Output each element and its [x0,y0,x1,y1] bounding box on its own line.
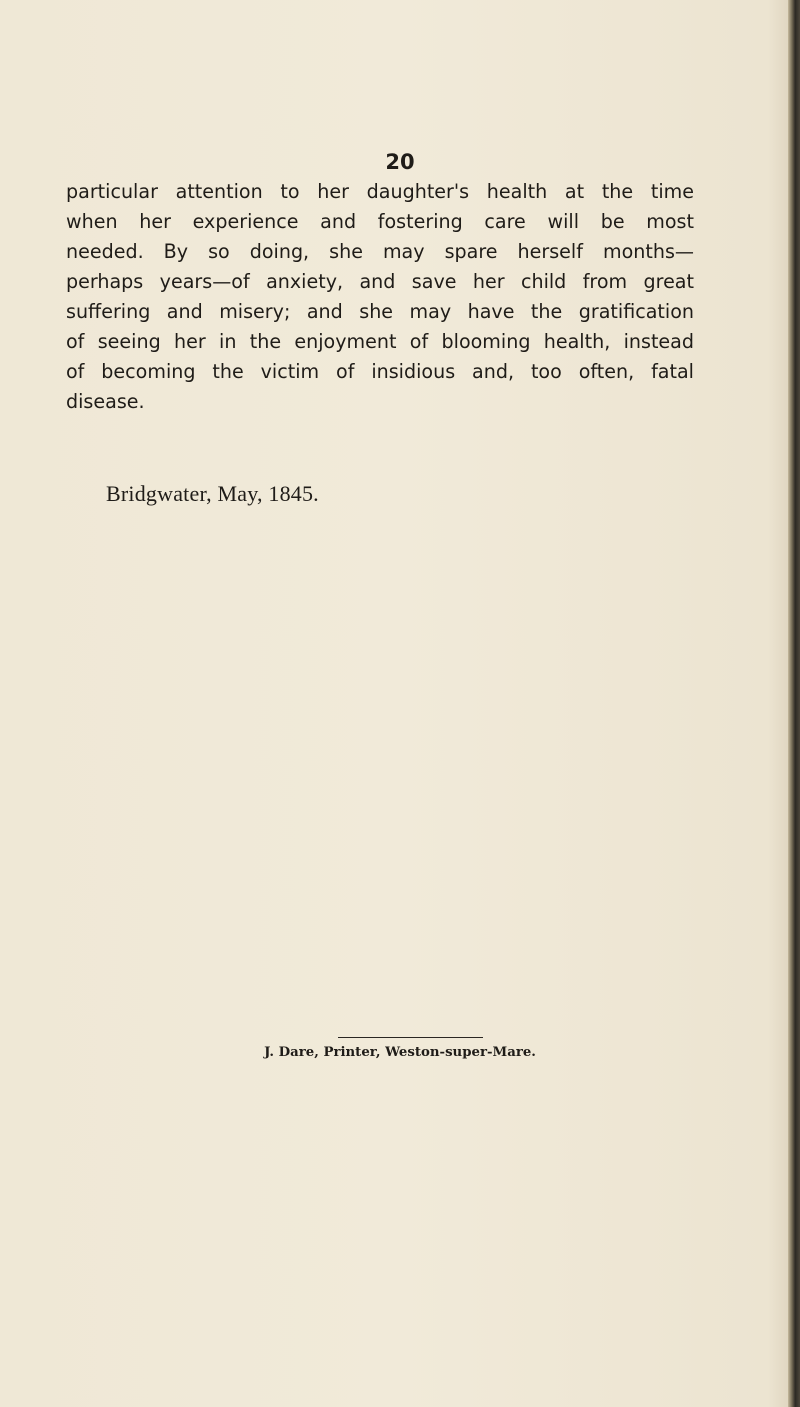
text-line: when her experience and fostering care will be most [66,210,694,233]
text-line: of seeing her in the enjoyment of blooming health, instead [66,330,694,353]
text-line: of becoming the victim of insidious and, too often, fatal [66,360,694,383]
divider-rule [338,1037,483,1038]
dateline: Bridgwater, May, 1845. [106,481,319,506]
text-line: particular attention to her daughter's health at the time [66,180,694,203]
text-line: disease. [66,390,145,413]
page-edge-shadow [788,0,800,1407]
text-line: suffering and misery; and she may have the gratification [66,300,694,323]
body-paragraph [66,177,694,417]
page-number: 20 [385,150,415,174]
text-line: perhaps years—of anxiety, and save her child from great [66,270,694,293]
printer-imprint: J. Dare, Printer, Weston-super-Mare. [264,1045,536,1060]
text-line: needed. By so doing, she may spare herself months— [66,240,694,263]
